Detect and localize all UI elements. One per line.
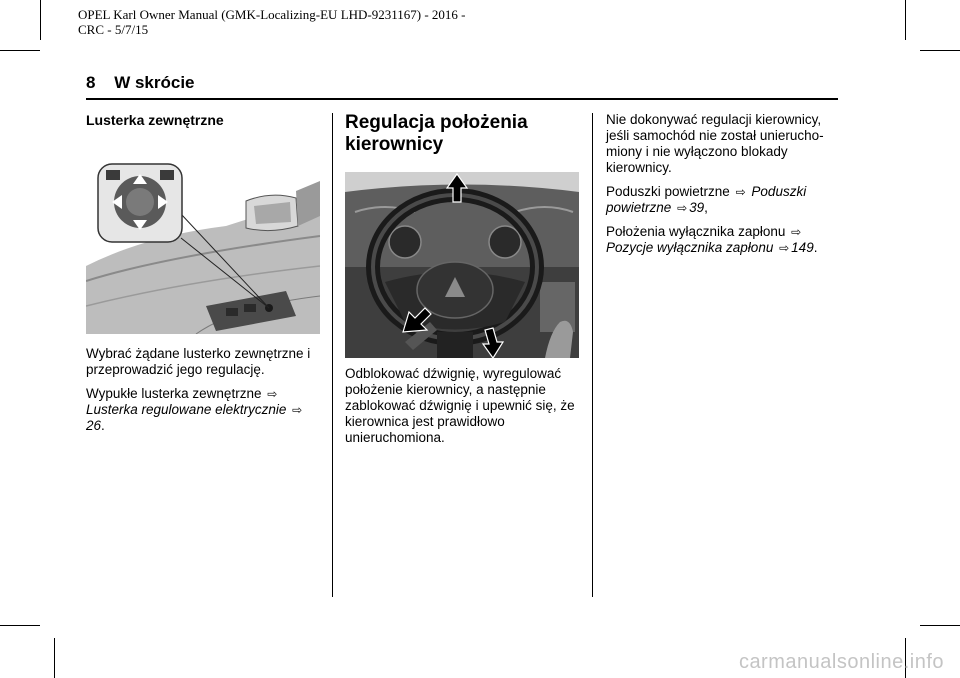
steering-figure-svg	[345, 172, 579, 358]
page-heading	[86, 73, 195, 93]
paragraph: Wybrać żądane lusterko zewnętrzne i przeprowadzić jego regulację.	[86, 346, 311, 377]
paragraph: Wypukłe lusterka zewnętrzne ⇨ Lusterka regulowane elektrycznie ⇨26.	[86, 386, 303, 433]
cross-reference-link[interactable]: Lusterka regulowane elektrycznie	[86, 402, 287, 417]
watermark: carmanualsonline.info	[738, 651, 944, 673]
cross-reference-link[interactable]: Pozycje wyłącznika zapłonu	[606, 240, 774, 255]
crop-mark	[920, 50, 960, 51]
header-rule	[86, 98, 838, 100]
page-number: 8	[86, 73, 96, 92]
cross-reference-link[interactable]: Poduszki powietrzne	[606, 184, 807, 215]
document-header: OPEL Karl Owner Manual (GMK-Localizing-EU LHD-9231167) - 2016 - CRC - 5/7/15	[78, 7, 466, 37]
reference-arrow-icon: ⇨	[735, 185, 746, 199]
paragraph: Poduszki powietrzne ⇨ Poduszki powietrzne ⇨ 39,	[606, 184, 807, 215]
page-title: W skrócie	[114, 73, 195, 92]
crop-mark	[0, 50, 40, 51]
section-heading-steering: Regulacja położenia kierownicy	[345, 112, 528, 155]
crop-mark	[0, 625, 40, 626]
reference-arrow-icon: ⇨	[779, 241, 790, 255]
column-divider	[332, 113, 333, 597]
column-2-body	[345, 366, 581, 454]
section-heading-mirrors: Lusterka zewnętrzne	[86, 112, 224, 128]
column-divider	[592, 113, 593, 597]
reference-arrow-icon: ⇨	[267, 387, 278, 401]
reference-arrow-icon: ⇨	[677, 201, 688, 215]
crop-mark	[54, 638, 55, 678]
page-reference[interactable]: 39	[689, 200, 705, 215]
crop-mark	[905, 0, 906, 40]
reference-arrow-icon: ⇨	[292, 403, 303, 417]
column-1-body	[86, 346, 322, 442]
crop-mark	[920, 625, 960, 626]
column-1	[86, 112, 322, 128]
crop-mark	[40, 0, 41, 40]
column-2	[345, 112, 580, 156]
reference-arrow-icon: ⇨	[791, 225, 802, 239]
paragraph: Odblokować dźwignię, wyregulować położenie kierownicy, a następnie zablokować dźwignię i upewnić się, że kierownica jest prawidłowo unieruchomiona.	[345, 366, 575, 445]
steering-wheel-illustration	[345, 172, 579, 358]
page-reference[interactable]: 26	[86, 418, 102, 433]
paragraph: Nie dokonywać regulacji kierownicy, jeśli samochód nie został unierucho-miony i nie wyłączono blokady kierownicy.	[606, 112, 824, 175]
page-reference[interactable]: 149	[791, 240, 814, 255]
column-3	[606, 112, 838, 264]
mirror-figure-svg	[86, 156, 320, 334]
paragraph: Położenia wyłącznika zapłonu ⇨ Pozycje wyłącznika zapłonu ⇨ 149.	[606, 224, 818, 255]
mirror-control-illustration	[86, 156, 320, 334]
